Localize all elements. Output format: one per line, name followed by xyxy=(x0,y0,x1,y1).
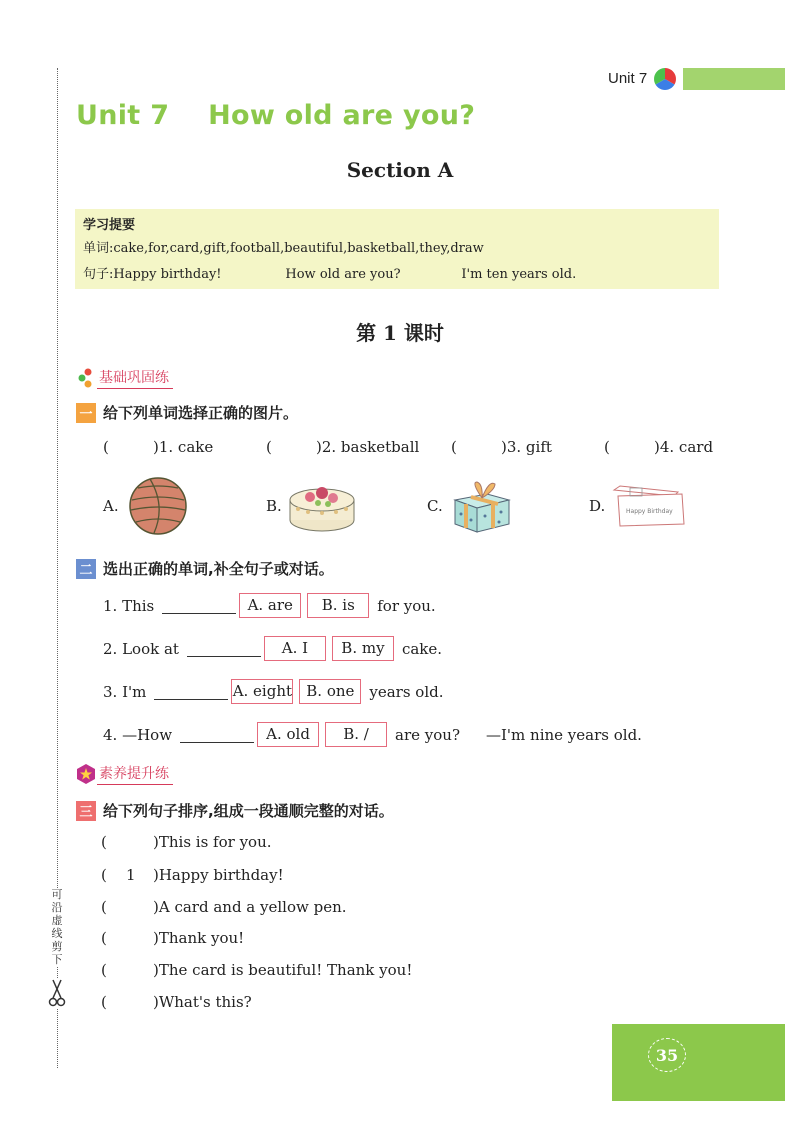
question-2-text: 选出正确的单词,补全句子或对话。 xyxy=(103,560,334,578)
sentence-3: I'm ten years old. xyxy=(461,267,577,282)
q2-item-4: 4. —How A. old B. / are you? —I'm nine years old. xyxy=(103,722,642,747)
question-3-text: 给下列句子排序,组成一段通顺完整的对话。 xyxy=(103,802,394,820)
badge-advanced-label: 素养提升练 xyxy=(97,763,173,785)
choice-b[interactable]: B. my xyxy=(332,636,394,661)
summary-title: 学习提要 xyxy=(83,218,136,233)
gift-box-icon xyxy=(451,478,513,534)
q3-item-2: ( 1 )Happy birthday! xyxy=(101,866,284,884)
q2-item-1: 1. This A. are B. is for you. xyxy=(103,593,436,618)
answer-blank[interactable] xyxy=(154,684,228,700)
card-text: Happy Birthday xyxy=(626,508,673,515)
q1-item-3: ( )3. gift xyxy=(451,438,552,456)
sentence-1: Happy birthday! xyxy=(113,267,222,282)
question-2-number: 二 xyxy=(76,559,96,579)
section-title: Section A xyxy=(346,158,454,182)
choice-a[interactable]: A. I xyxy=(264,636,326,661)
sentence-2: How old are you? xyxy=(285,267,401,282)
scissors-icon xyxy=(48,978,66,1008)
choice-b[interactable]: B. is xyxy=(307,593,369,618)
answer-blank[interactable] xyxy=(187,641,261,657)
hexagon-star-icon xyxy=(76,763,96,785)
header-unit-label: Unit 7 xyxy=(608,70,648,87)
q3-item-5: ( )The card is beautiful! Thank you! xyxy=(101,961,413,979)
q2-item-3: 3. I'm A. eight B. one years old. xyxy=(103,679,444,704)
option-d-label: D. xyxy=(589,497,606,515)
option-b-label: B. xyxy=(266,497,282,515)
choice-a[interactable]: A. eight xyxy=(231,679,293,704)
q3-item-4: ( )Thank you! xyxy=(101,929,245,947)
choice-a[interactable]: A. old xyxy=(257,722,319,747)
page-number: 35 xyxy=(648,1038,686,1072)
badge-basic-label: 基础巩固练 xyxy=(97,367,173,389)
color-ball-icon xyxy=(654,68,676,90)
question-2-heading xyxy=(76,558,334,579)
option-c-label: C. xyxy=(427,497,443,515)
dots-icon xyxy=(76,367,96,389)
study-summary-box xyxy=(75,209,719,289)
header-green-bar xyxy=(683,68,785,90)
q3-item-3: ( )A card and a yellow pen. xyxy=(101,898,347,916)
summary-sentences xyxy=(83,262,711,288)
page-number-box xyxy=(612,1024,785,1101)
answer-blank[interactable] xyxy=(180,727,254,743)
q3-item-1: ( )This is for you. xyxy=(101,833,272,851)
question-1-heading xyxy=(76,402,298,423)
lesson-title: 第 1 课时 xyxy=(356,321,444,345)
birthday-card-icon xyxy=(612,484,686,528)
badge-basic xyxy=(76,366,173,390)
q2-item-2: 2. Look at A. I B. my cake. xyxy=(103,636,442,661)
question-1-number: 一 xyxy=(76,403,96,423)
choice-b[interactable]: B. one xyxy=(299,679,361,704)
q3-item-6: ( )What's this? xyxy=(101,993,252,1011)
sentences-label: 句子: xyxy=(83,267,114,282)
summary-words: 单词:cake,for,card,gift,football,beautiful,basketball,they,draw xyxy=(83,241,484,256)
cut-instruction: 可沿虚线剪下 xyxy=(49,888,65,966)
choice-b[interactable]: B. / xyxy=(325,722,387,747)
choice-a[interactable]: A. are xyxy=(239,593,301,618)
q1-item-1: ( )1. cake xyxy=(103,438,214,456)
q1-item-4: ( )4. card xyxy=(604,438,714,456)
badge-advanced xyxy=(76,762,173,786)
question-3-heading xyxy=(76,800,394,821)
unit-title: Unit 7 How old are you? xyxy=(76,100,476,131)
question-1-text: 给下列单词选择正确的图片。 xyxy=(103,404,299,422)
basketball-icon xyxy=(128,476,188,536)
q1-item-2: ( )2. basketball xyxy=(266,438,420,456)
answer-blank[interactable] xyxy=(162,598,236,614)
option-a-label: A. xyxy=(103,497,119,515)
cake-icon xyxy=(288,478,356,534)
question-3-number: 三 xyxy=(76,801,96,821)
